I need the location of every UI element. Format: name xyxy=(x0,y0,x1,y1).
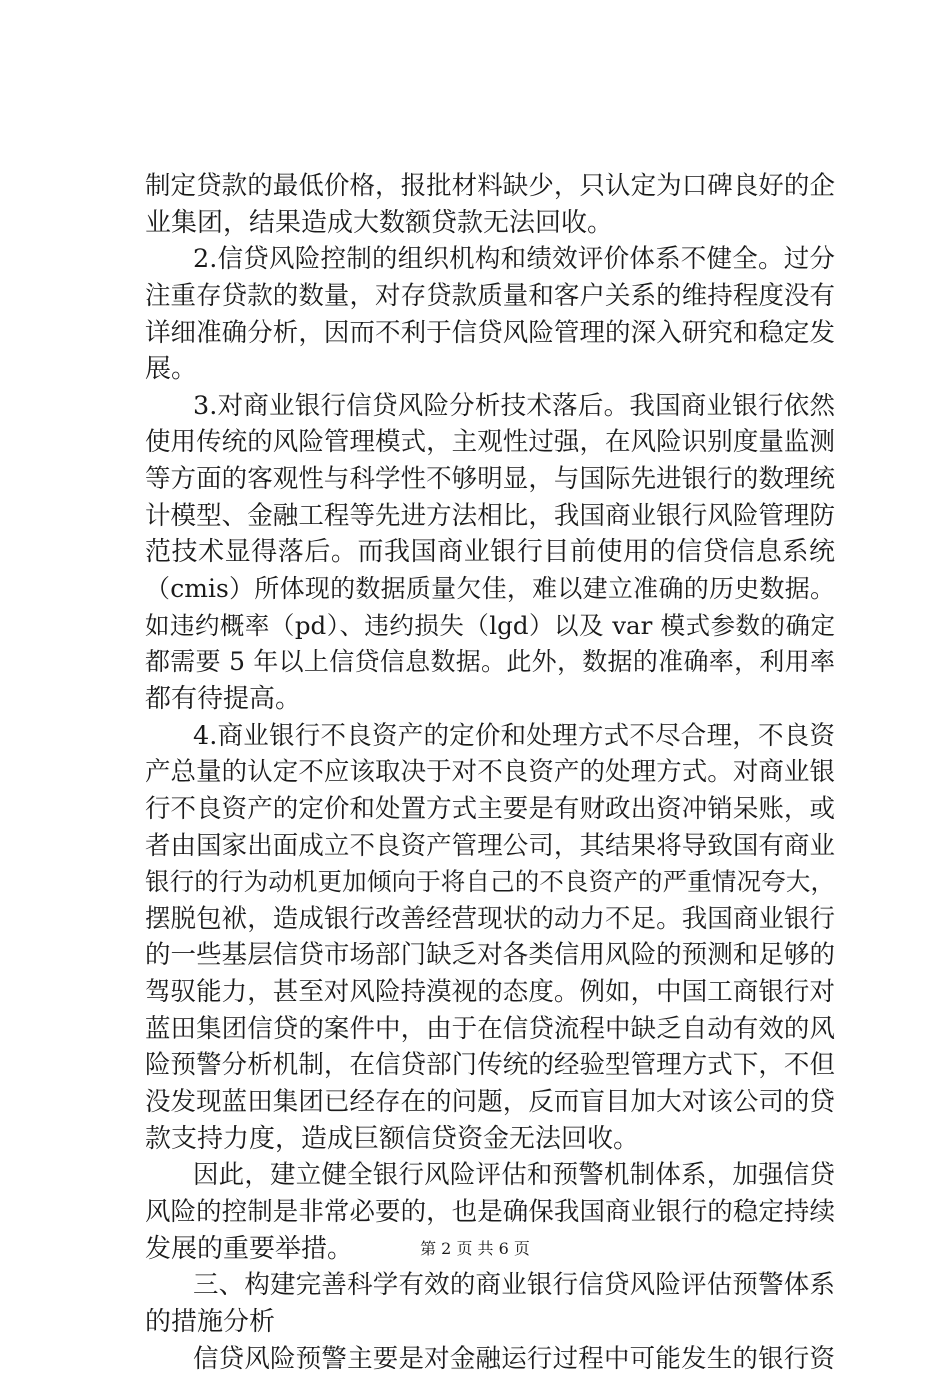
text-line: 摆脱包袱，造成银行改善经营现状的动力不足。我国商业银行 xyxy=(145,901,835,938)
page-footer xyxy=(0,1238,950,1260)
text-line: 都有待提高。 xyxy=(145,681,835,718)
text-line: 4.商业银行不良资产的定价和处理方式不尽合理，不良资 xyxy=(145,718,835,755)
text-line: 等方面的客观性与科学性不够明显，与国际先进银行的数理统 xyxy=(145,461,835,498)
text-line: 因此，建立健全银行风险评估和预警机制体系，加强信贷 xyxy=(145,1157,835,1194)
text-line: 产总量的认定不应该取决于对不良资产的处理方式。对商业银 xyxy=(145,754,835,791)
text-line: 信贷风险预警主要是对金融运行过程中可能发生的银行资 xyxy=(145,1341,835,1377)
text-line: 都需要 5 年以上信贷信息数据。此外，数据的准确率，利用率 xyxy=(145,644,835,681)
text-line: 三、构建完善科学有效的商业银行信贷风险评估预警体系 xyxy=(145,1267,835,1304)
text-line: 驾驭能力，甚至对风险持漠视的态度。例如，中国工商银行对 xyxy=(145,974,835,1011)
text-line: 险预警分析机制，在信贷部门传统的经验型管理方式下，不但 xyxy=(145,1047,835,1084)
text-line: 计模型、金融工程等先进方法相比，我国商业银行风险管理防 xyxy=(145,498,835,535)
text-line: 行不良资产的定价和处置方式主要是有财政出资冲销呆账，或 xyxy=(145,791,835,828)
text-line: 制定贷款的最低价格，报批材料缺少，只认定为口碑良好的企 xyxy=(145,168,835,205)
text-line: 使用传统的风险管理模式，主观性过强，在风险识别度量监测 xyxy=(145,424,835,461)
text-line: 2.信贷风险控制的组织机构和绩效评价体系不健全。过分 xyxy=(145,241,835,278)
text-line: （cmis）所体现的数据质量欠佳，难以建立准确的历史数据。 xyxy=(145,571,835,608)
text-line: 3.对商业银行信贷风险分析技术落后。我国商业银行依然 xyxy=(145,388,835,425)
text-line: 如违约概率（pd）、违约损失（lgd）以及 var 模式参数的确定 xyxy=(145,608,835,645)
text-line: 的一些基层信贷市场部门缺乏对各类信用风险的预测和足够的 xyxy=(145,937,835,974)
text-line: 银行的行为动机更加倾向于将自己的不良资产的严重情况夸大， xyxy=(145,864,835,901)
text-line: 风险的控制是非常必要的，也是确保我国商业银行的稳定持续 xyxy=(145,1194,835,1231)
text-line: 业集团，结果造成大数额贷款无法回收。 xyxy=(145,205,835,242)
text-line: 范技术显得落后。而我国商业银行目前使用的信贷信息系统 xyxy=(145,534,835,571)
text-line: 发展的重要举措。 xyxy=(145,1231,835,1268)
text-line: 者由国家出面成立不良资产管理公司，其结果将导致国有商业 xyxy=(145,828,835,865)
text-line: 蓝田集团信贷的案件中，由于在信贷流程中缺乏自动有效的风 xyxy=(145,1011,835,1048)
page-number-label: 第 2 页 共 6 页 xyxy=(420,1239,530,1258)
text-line: 注重存贷款的数量，对存贷款质量和客户关系的维持程度没有 xyxy=(145,278,835,315)
text-line: 款支持力度，造成巨额信贷资金无法回收。 xyxy=(145,1121,835,1158)
document-body xyxy=(145,168,835,1377)
text-line: 没发现蓝田集团已经存在的问题，反而盲目加大对该公司的贷 xyxy=(145,1084,835,1121)
text-line: 展。 xyxy=(145,351,835,388)
text-line: 的措施分析 xyxy=(145,1304,835,1341)
text-line: 详细准确分析，因而不利于信贷风险管理的深入研究和稳定发 xyxy=(145,315,835,352)
